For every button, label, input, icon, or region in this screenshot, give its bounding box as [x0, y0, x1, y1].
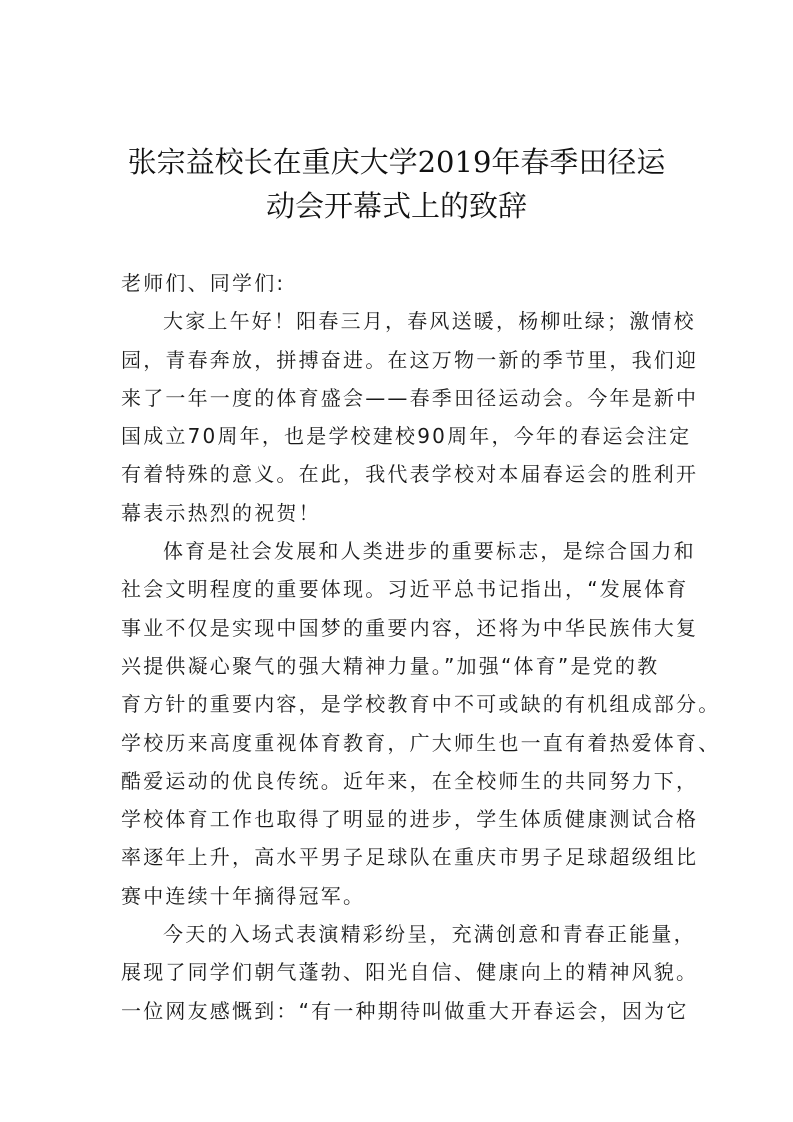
paragraph-line: 有着特殊的意义。在此，我代表学校对本届春运会的胜利开: [121, 462, 699, 487]
paragraph-line: 来了一年一度的体育盛会——春季田径运动会。今年是新中: [121, 385, 699, 410]
paragraph-1: [121, 302, 699, 532]
paragraph-3: [121, 915, 699, 1030]
paragraph-line: 事业不仅是实现中国梦的重要内容，还将为中华民族伟大复: [121, 615, 699, 640]
paragraph-line: 赛中连续十年摘得冠军。: [121, 883, 366, 908]
paragraph-line: 大家上午好！阳春三月，春风送暖，杨柳吐绿；激情校: [163, 309, 696, 334]
paragraph-line: 学校体育工作也取得了明显的进步，学生体质健康测试合格: [121, 807, 699, 832]
paragraph-line: 体育是社会发展和人类进步的重要标志，是综合国力和: [163, 539, 696, 564]
salutation: 老师们、同学们:: [121, 271, 286, 295]
document-body: [121, 264, 721, 1030]
paragraph-line: 酷爱运动的优良传统。近年来，在全校师生的共同努力下，: [121, 768, 699, 793]
paragraph-line: 今天的入场式表演精彩纷呈，充满创意和青春正能量，: [163, 922, 696, 947]
paragraph-line: 一位网友感慨到：“有一种期待叫做重大开春运会，因为它: [121, 998, 689, 1023]
paragraph-line: 展现了同学们朝气蓬勃、阳光自信、健康向上的精神风貌。: [121, 960, 699, 985]
title-line-1: 张宗益校长在重庆大学2019年春季田径运: [127, 145, 666, 179]
paragraph-line: 育方针的重要内容，是学校教育中不可或缺的有机组成部分。: [121, 692, 721, 717]
document-title: [100, 140, 693, 228]
paragraph-line: 园，青春奔放，拼搏奋进。在这万物一新的季节里，我们迎: [121, 347, 699, 372]
paragraph-2: [121, 532, 721, 915]
paragraph-line: 率逐年上升，高水平男子足球队在重庆市男子足球超级组比: [121, 845, 699, 870]
paragraph-line: 幕表示热烈的祝贺！: [121, 500, 321, 525]
paragraph-line: 兴提供凝心聚气的强大精神力量。”加强“体育”是党的教: [121, 653, 660, 678]
paragraph-line: 国成立70周年，也是学校建校90周年，今年的春运会注定: [121, 424, 692, 449]
title-line-2: 动会开幕式上的致辞: [265, 189, 527, 223]
paragraph-line: 学校历来高度重视体育教育，广大师生也一直有着热爱体育、: [121, 730, 721, 755]
paragraph-line: 社会文明程度的重要体现。习近平总书记指出，“发展体育: [121, 577, 689, 602]
